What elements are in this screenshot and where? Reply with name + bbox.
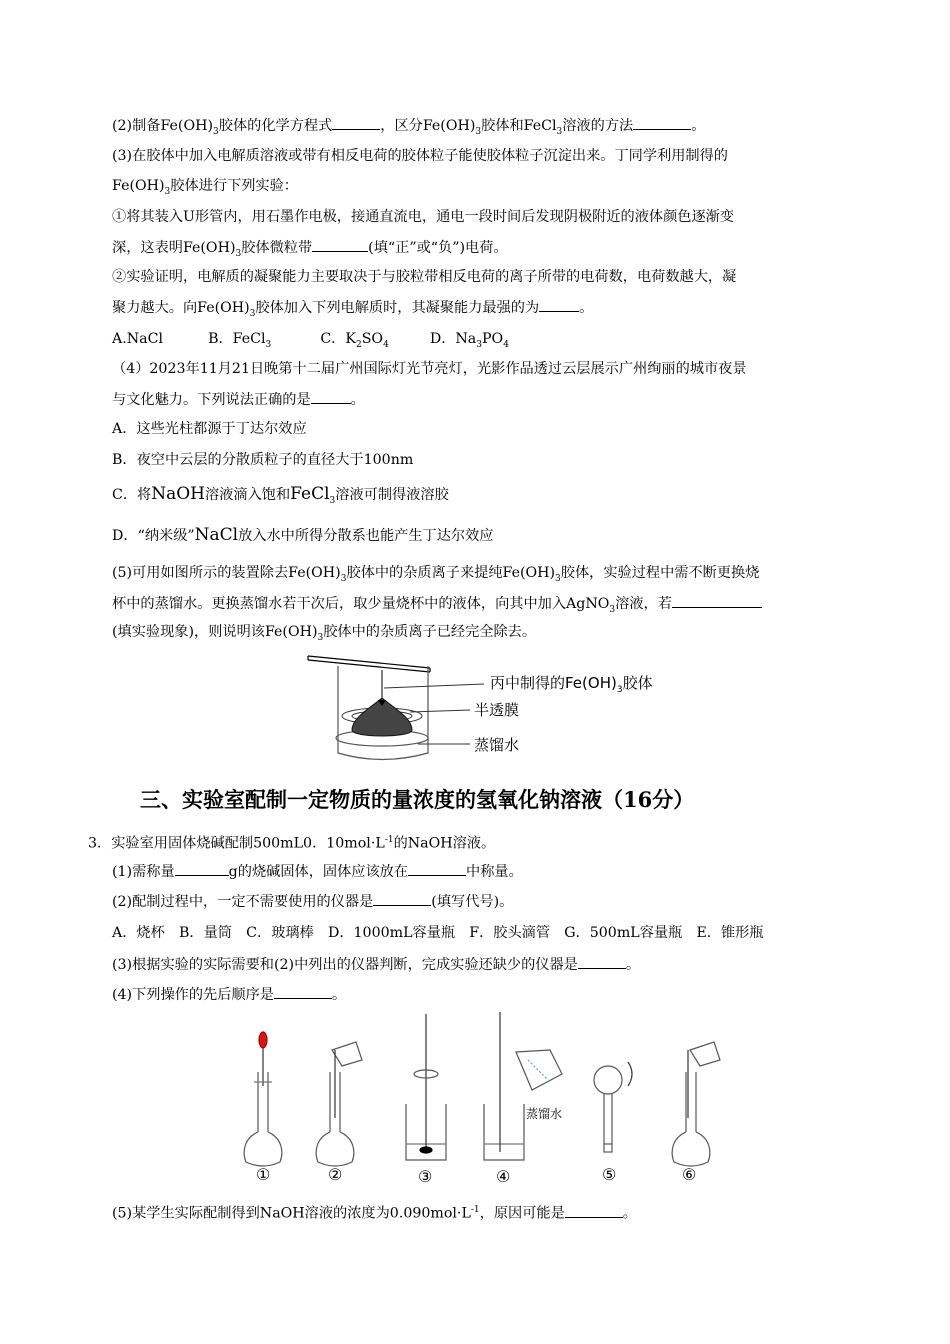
- label-distilled-water: 蒸馏水: [474, 736, 520, 754]
- step5-flask-inverting: [594, 1062, 632, 1152]
- step-label-1: ①: [256, 1165, 271, 1184]
- label-distilled-water: 蒸馏水: [526, 1107, 563, 1121]
- dialysis-apparatus-figure: [300, 648, 700, 766]
- q3-part1: (1)需称量 g的烧碱固体，固体应该放在 中称量。: [112, 861, 523, 882]
- option-c: C．$K_2SO_4$: [320, 331, 389, 350]
- answer-blank[interactable]: [175, 861, 229, 876]
- q2-part5-line1: (5)可用如图所示的装置除去$Fe(OH)_3$胶体中的杂质离子来提纯$Fe(OH)_3$胶体，实验过程中需不断更换烧: [112, 565, 760, 584]
- answer-blank[interactable]: [408, 861, 466, 876]
- q2-part4-option-a: A．这些光柱都源于丁达尔效应: [112, 421, 307, 437]
- q2-part3-line5: ②实验证明，电解质的凝聚能力主要取决于与胶粒带相反电荷的离子所带的电荷数，电荷数越大，凝: [112, 269, 737, 285]
- q2-part3-line4: 深，这表明$Fe(OH)_3$胶体微粒带 (填“正”或“负”)电荷。: [112, 237, 508, 264]
- q2-part4-option-b: B．夜空中云层的分散质粒子的直径大于100nm: [112, 452, 414, 468]
- solution-preparation-steps-figure: [232, 1010, 732, 1190]
- step3-beaker-stirring: [406, 1014, 446, 1160]
- step1-flask-with-dropper: [244, 1032, 282, 1166]
- label-colloid: 丙中制得的$Fe(OH)_3$胶体: [490, 674, 653, 695]
- answer-blank[interactable]: [274, 984, 332, 999]
- option-d: D．$Na_3PO_4$: [429, 331, 509, 350]
- answer-blank[interactable]: [373, 891, 431, 906]
- answer-blank[interactable]: [332, 115, 380, 130]
- q3-part3: (3)根据实验的实际需要和(2)中列出的仪器判断，完成实验还缺少的仪器是 。: [112, 954, 640, 975]
- step-label-5: ⑤: [602, 1165, 617, 1184]
- q2-part3-line6: 聚力越大。向$Fe(OH)_3$胶体加入下列电解质时，其凝聚能力最强的为 。: [112, 297, 593, 324]
- q2-part3-options: [112, 329, 509, 355]
- q3-part2-options: A．烧杯 B．量筒 C．玻璃棒 D．1000mL容量瓶 F．胶头滴管 G．500mL容量瓶 E．锥形瓶: [112, 925, 764, 941]
- answer-blank[interactable]: [633, 115, 691, 130]
- q2-part4-line2: 与文化魅力。下列说法正确的是 。: [112, 389, 365, 410]
- q3-part4: (4)下列操作的先后顺序是 。: [112, 984, 346, 1005]
- q3-stem: 3．实验室用固体烧碱配制500mL0．$10mol\cdot L^{-1}$的NaOH溶液。: [88, 835, 496, 852]
- q2-part4-option-c: C．将NaOH溶液滴入饱和FeCl$_3$溶液可制得液溶胶: [112, 484, 449, 506]
- label-membrane: 半透膜: [474, 701, 520, 719]
- step-label-6: ⑥: [682, 1165, 697, 1184]
- answer-blank[interactable]: [578, 954, 626, 969]
- answer-blank[interactable]: [539, 297, 579, 312]
- q2-part2-line: (2)制备$Fe(OH)_3$胶体的化学方程式 ，区分$Fe(OH)_3$胶体和FeCl$_3$溶液的方法 。: [112, 115, 705, 142]
- q2-part4-option-d: D．“纳米级”NaCl放入水中所得分散系也能产生丁达尔效应: [112, 525, 494, 545]
- step4-beaker-washing: [484, 1012, 562, 1160]
- q3-part5: (5)某学生实际配制得到NaOH溶液的浓度为$0.090mol\cdot L^{-1}$，原因可能是 。: [112, 1200, 637, 1224]
- step-label-4: ④: [496, 1167, 511, 1186]
- answer-blank[interactable]: [672, 593, 762, 608]
- step-label-2: ②: [328, 1165, 343, 1184]
- option-b: B．FeCl$_3$: [208, 331, 272, 350]
- answer-blank[interactable]: [312, 237, 368, 252]
- q2-part3-line2: $Fe(OH)_3$胶体进行下列实验：: [112, 178, 298, 197]
- q2-part5-line2: 杯中的蒸馏水。更换蒸馏水若干次后，取少量烧杯中的液体，向其中加入AgNO$_3$溶液，若: [112, 593, 762, 620]
- option-a: A.NaCl: [112, 331, 164, 347]
- q3-part2: (2)配制过程中，一定不需要使用的仪器是 (填写代号)。: [112, 891, 513, 912]
- step6-flask-transfer: [672, 1042, 720, 1166]
- section-3-heading: 三、实验室配制一定物质的量浓度的氢氧化钠溶液（16分）: [140, 787, 695, 812]
- step2-flask-pouring: [316, 1042, 362, 1166]
- q2-part4-line1: （4）2023年11月21日晚第十二届广州国际灯光节亮灯，光影作品透过云层展示广州绚丽的城市夜景: [112, 361, 747, 377]
- q2-part3-line3: ①将其装入U形管内，用石墨作电极，接通直流电，通电一段时间后发现阴极附近的液体颜色逐渐变: [112, 209, 735, 225]
- answer-blank[interactable]: [565, 1203, 623, 1218]
- answer-blank[interactable]: [311, 389, 351, 404]
- step-label-3: ③: [418, 1167, 433, 1186]
- q2-part3-line1: (3)在胶体中加入电解质溶液或带有相反电荷的胶体粒子能使胶体粒子沉淀出来。丁同学利用制得的: [112, 148, 728, 164]
- q2-part5-line3: (填实验现象)，则说明该$Fe(OH)_3$胶体中的杂质离子已经完全除去。: [112, 624, 537, 643]
